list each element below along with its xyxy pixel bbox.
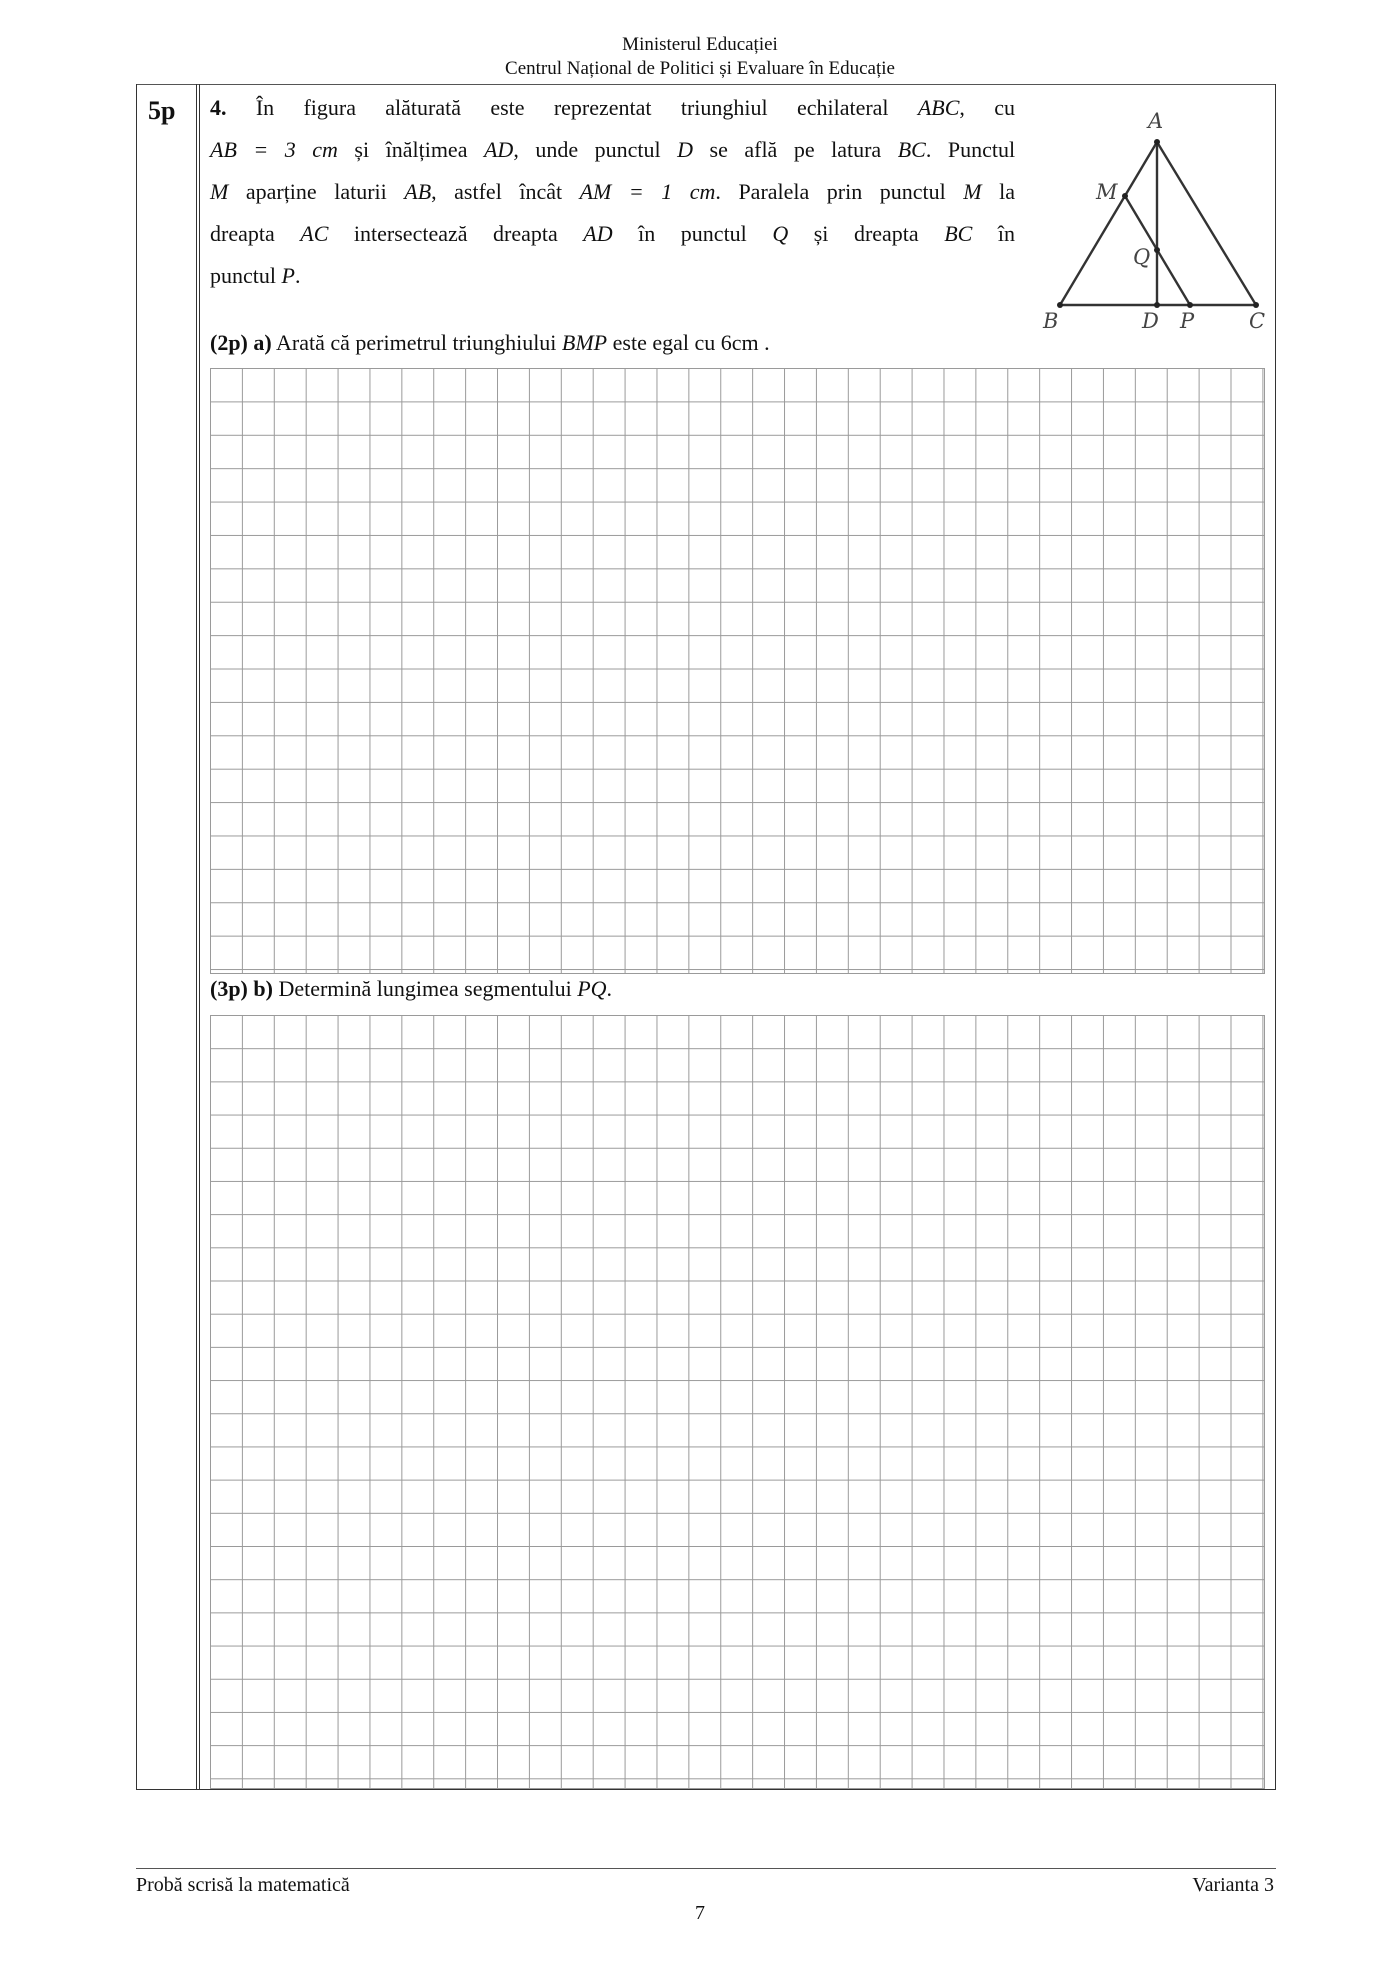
answer-grid-a[interactable] <box>210 368 1265 974</box>
text-span: dreapta <box>210 221 275 246</box>
point-c <box>1253 302 1259 308</box>
question-b-end: . <box>606 976 613 1001</box>
question-a-text2: este egal cu <box>612 330 716 355</box>
question-b-points: (3p) <box>210 976 248 1001</box>
footer-variant: Varianta 3 <box>1192 1874 1274 1896</box>
problem-statement <box>210 87 1015 297</box>
question-a <box>210 330 770 356</box>
text-span: , unde punctul <box>513 137 661 162</box>
math-6cm: 6cm <box>720 330 759 355</box>
text-span: la <box>999 179 1015 204</box>
math-bc: BC <box>897 137 926 162</box>
text-span: , astfel încât <box>431 179 563 204</box>
question-a-text: Arată că perimetrul triunghiului <box>276 330 557 355</box>
text-span: . Paralela prin punctul <box>715 179 946 204</box>
label-c: C <box>1249 309 1266 333</box>
points-column-divider <box>196 84 200 1790</box>
text-span: punctul <box>210 263 276 288</box>
label-q: Q <box>1133 245 1151 269</box>
text-span: se află pe latura <box>709 137 882 162</box>
point-a <box>1154 139 1160 145</box>
label-b: B <box>1043 309 1059 333</box>
footer-exam-title: Probă scrisă la matematică <box>136 1874 350 1896</box>
math-m: M <box>210 179 229 204</box>
triangle-lines <box>1060 142 1256 305</box>
problem-number: 4. <box>210 95 227 120</box>
question-a-end: . <box>764 330 770 355</box>
text-span: și înălțimea <box>354 137 468 162</box>
side-ac <box>1157 142 1256 305</box>
math-ab-3cm: AB = 3 cm <box>210 137 338 162</box>
label-a: A <box>1148 109 1164 133</box>
exercise-points: 5p <box>148 96 176 125</box>
point-b <box>1057 302 1063 308</box>
text-span: în <box>997 221 1015 246</box>
problem-line-2 <box>210 129 1015 171</box>
label-d: D <box>1142 309 1159 333</box>
math-abc: ABC <box>917 95 960 120</box>
problem-line-5 <box>210 255 1015 297</box>
text-span: . <box>294 263 301 288</box>
text-span: în punctul <box>638 221 747 246</box>
question-b <box>210 976 612 1002</box>
question-a-points: (2p) <box>210 330 248 355</box>
footer-rule <box>136 1868 1276 1869</box>
math-am-1cm: AM = 1 cm <box>579 179 716 204</box>
triangle-figure <box>1030 100 1280 350</box>
text-span: și dreapta <box>813 221 919 246</box>
point-d <box>1154 302 1160 308</box>
label-p: P <box>1180 309 1195 333</box>
math-p: P <box>281 263 295 288</box>
problem-line-4 <box>210 213 1015 255</box>
text-span: intersectează dreapta <box>353 221 558 246</box>
math-bc: BC <box>944 221 973 246</box>
point-q <box>1154 247 1160 253</box>
math-ad: AD <box>583 221 613 246</box>
question-b-letter: b) <box>253 976 273 1001</box>
text-span: În figura alăturată este reprezentat triunghiul echilateral <box>255 95 889 120</box>
math-q: Q <box>772 221 789 246</box>
label-m: M <box>1096 180 1118 204</box>
text-span: , cu <box>959 95 1015 120</box>
triangle-svg <box>1030 100 1280 350</box>
question-b-text: Determină lungimea segmentului <box>278 976 572 1001</box>
point-p <box>1187 302 1193 308</box>
question-a-letter: a) <box>253 330 272 355</box>
math-ab: AB <box>404 179 432 204</box>
answer-grid-b[interactable] <box>210 1015 1265 1789</box>
math-pq: PQ <box>577 976 607 1001</box>
math-ac: AC <box>300 221 329 246</box>
math-bmp: BMP <box>561 330 608 355</box>
point-m <box>1122 193 1128 199</box>
math-ad: AD <box>483 137 514 162</box>
math-d: D <box>677 137 693 162</box>
math-m: M <box>963 179 982 204</box>
text-span: aparține laturii <box>245 179 387 204</box>
header-center: Centrul Național de Politici și Evaluare în Educație <box>505 58 895 79</box>
header-ministry: Ministerul Educației <box>622 34 778 55</box>
problem-line-1 <box>210 87 1015 129</box>
problem-line-3 <box>210 171 1015 213</box>
text-span: . Punctul <box>925 137 1016 162</box>
page-number: 7 <box>695 1902 705 1924</box>
